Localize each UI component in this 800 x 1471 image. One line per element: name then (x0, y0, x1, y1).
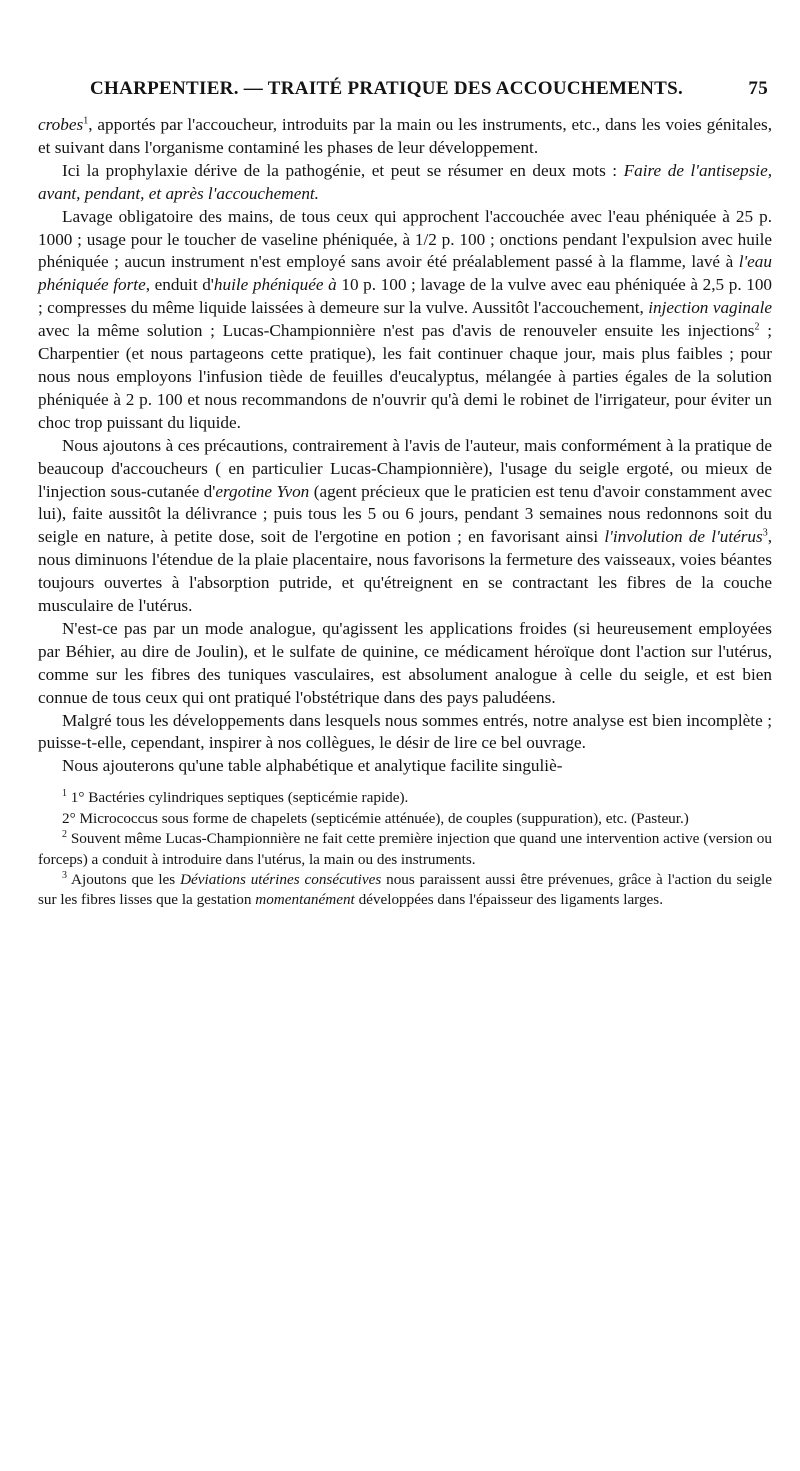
p3-text-a: Lavage obligatoire des mains, de tous ceux qui approchent l'accouchée avec l'eau phéniquée à 25 p. 1000 ; usage pour le toucher de vaseline phéniquée, à 1/2 p. 100 ; onctions pendant l'expulsion avec huile phéniquée ; aucun instrument n'est employé sans avoir été préalablement passé à la flamme, lavé à (38, 206, 772, 272)
paragraph-4 (38, 435, 772, 618)
footnote-ref-1: 1 (83, 115, 89, 127)
footnote-3 (38, 870, 772, 911)
footnote-3-text-a: Ajoutons que les (71, 870, 181, 888)
p2-italic: Faire de l'antisepsie, avant, pendant, et après l'accouchement. (38, 160, 772, 203)
p3-text-g: avec la même solution ; Lucas-Championnière n'est pas d'avis de renouveler ensuite les injections (38, 321, 755, 341)
p3-text-e: 10 p. 100 ; lavage de la vulve avec eau phéniquée à 2,5 p. 100 ; compresses du même liquide laissées à demeure sur la vulve. Aussitôt l'accouchement, (38, 275, 773, 318)
footnote-1a-text: 1° Bactéries cylindriques septiques (septicémie rapide). (70, 789, 409, 807)
footnote-3-text-c: nous paraissent aussi être prévenues, grâce à l'action du seigle sur les fibres lisses que la gestation (38, 870, 772, 909)
footnote-ref-2: 2 (754, 321, 760, 333)
p1-word: crobes (38, 115, 84, 134)
paragraph-2 (38, 160, 772, 206)
footnote-2-mark: 2 (62, 829, 67, 841)
p4-text-c: (agent précieux que le praticien est tenu d'avoir constamment avec lui), faite aussitôt la délivrance ; puis tous les 5 ou 6 jours, pendant 3 semaines nous redonnons soit du seigle en nature, à petite dose, soit de l'ergotine en potion ; en favorisant ainsi (38, 481, 773, 547)
p4-text-e: , nous diminuons l'étendue de la plaie placentaire, nous favorisons la fermeture des vaisseaux, voies béantes toujours ouvertes à l'absorption putride, et qu'étreignent en se contractant les fibres de la couche musculaire de l'utérus. (38, 527, 773, 616)
running-head (90, 78, 772, 100)
p3-italic-d: huile phéniquée à (213, 275, 337, 295)
p3-italic-b: l'eau phéniquée forte (38, 252, 772, 295)
p2-text: Ici la prophylaxie dérive de la pathogénie, et peut se résumer en deux mots : (62, 160, 624, 180)
book-page (38, 78, 772, 911)
p4-italic-b: ergotine Yvon (215, 481, 310, 501)
p1-text: , apportés par l'accoucheur, introduits par la main ou les instruments, etc., dans les voies génitales, et suivant dans l'organisme contaminé les phases de leur développement. (38, 115, 772, 157)
p4-italic-d: l'involution de l'utérus (604, 527, 763, 547)
p4-text-a: Nous ajoutons à ces précautions, contrairement à l'avis de l'auteur, mais conformément à la pratique de beaucoup d'accoucheurs ( en particulier Lucas-Championnière), l'usage du seigle ergoté, ou mieux de l'injection sous-cutanée d' (38, 435, 772, 501)
paragraph-6: Malgré tous les développements dans lesquels nous sommes entrés, notre analyse est bien incomplète ; puisse-t-elle, cependant, inspirer à nos collègues, le désir de lire ce bel ouvrage. (38, 710, 772, 753)
footnote-3-italic-d: momentanément (255, 891, 355, 909)
paragraph-3 (38, 206, 772, 435)
footnotes (38, 788, 772, 910)
paragraph-7: Nous ajouterons qu'une table alphabétique et analytique facilite singuliè- (62, 756, 563, 776)
paragraph-1 (38, 114, 772, 160)
running-title: CHARPENTIER. — TRAITÉ PRATIQUE DES ACCOUCHEMENTS. (90, 78, 684, 99)
footnote-3-italic-b: Déviations utérines consécutives (180, 870, 382, 888)
footnote-3-text-e: développées dans l'épaisseur des ligaments larges. (354, 891, 664, 909)
p3-text-h: ; Charpentier (et nous partageons cette pratique), les fait continuer chaque jour, mais plus faibles ; pour nous nous employons l'infusion tiède de feuilles d'eucalyptus, mélangée à parties égales de la solution phéniquée à 2 p. 100 et nous recommandons de n'ouvrir qu'à demi le robinet de l'irrigateur, pour éviter un choc trop puissant du liquide. (38, 321, 772, 432)
footnote-2 (38, 829, 772, 870)
body-text (38, 114, 772, 778)
footnote-3-mark: 3 (62, 869, 67, 881)
footnote-1a (38, 788, 772, 808)
footnote-2-text: Souvent même Lucas-Championnière ne fait cette première injection que quand une intervention active (version ou forceps) a conduit à introduire dans l'utérus, la main ou des instruments. (38, 830, 772, 868)
page-number: 75 (748, 78, 768, 99)
p3-text-c: , enduit d' (145, 275, 214, 295)
p3-italic-f: injection vaginale (648, 298, 772, 318)
footnote-1-mark: 1 (62, 788, 67, 800)
footnote-1b: 2° Micrococcus sous forme de chapelets (septicémie atténuée), de couples (suppuration), etc. (Pasteur.) (62, 809, 689, 827)
footnote-ref-3: 3 (762, 527, 768, 539)
paragraph-5: N'est-ce pas par un mode analogue, qu'agissent les applications froides (si heureusement employées par Béhier, au dire de Joulin), et le sulfate de quinine, ce médicament héroïque dont l'action sur l'utérus, comme sur les fibres des tuniques vasculaires, est absolument analogue à celle du seigle, et est bien connue de tous ceux qui ont pratiqué l'obstétrique dans des pays paludéens. (38, 618, 772, 707)
